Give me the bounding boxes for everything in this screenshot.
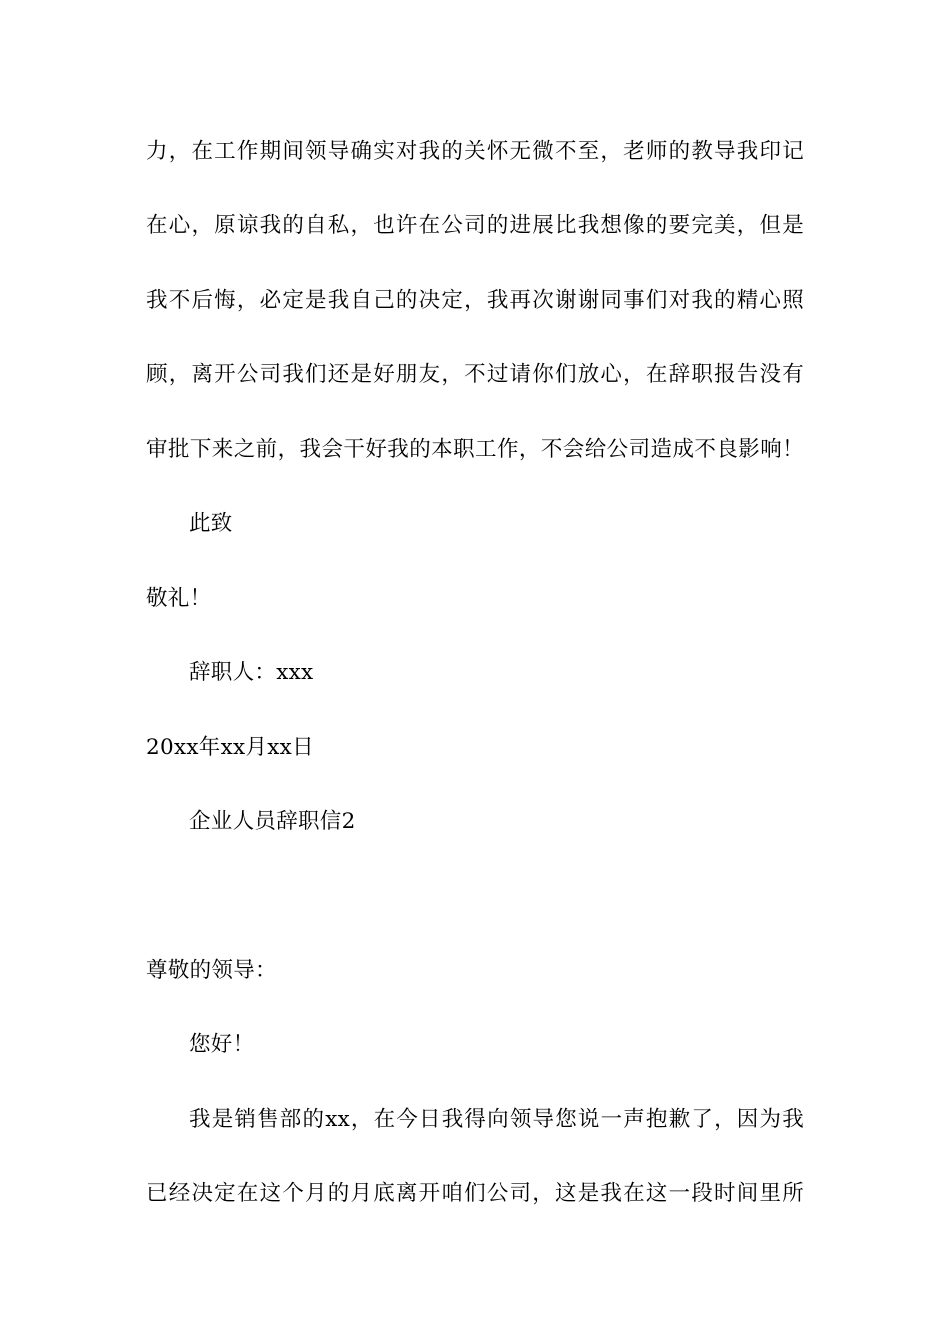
body-text-line: 力，在工作期间领导确实对我的关怀无微不至，老师的教导我印记 [146, 139, 804, 164]
body-text-line: 在心，原谅我的自私，也许在公司的进展比我想像的要完美，但是 [146, 213, 804, 238]
body-text-line: 我是销售部的xx，在今日我得向领导您说一声抱歉了，因为我 [189, 1107, 804, 1132]
body-text-line: 审批下来之前，我会干好我的本职工作，不会给公司造成不良影响！ [146, 437, 804, 462]
hello-text: 您好！ [189, 1032, 255, 1057]
signer-text: 辞职人：xxx [189, 660, 314, 685]
greeting-text: 尊敬的领导： [146, 958, 277, 983]
salute-text: 敬礼！ [146, 586, 212, 611]
body-text-line: 已经决定在这个月的月底离开咱们公司，这是我在这一段时间里所 [146, 1181, 804, 1206]
closing-text: 此致 [189, 511, 233, 536]
body-text-line: 我不后悔，必定是我自己的决定，我再次谢谢同事们对我的精心照 [146, 288, 804, 313]
body-text-line: 顾，离开公司我们还是好朋友，不过请你们放心，在辞职报告没有 [146, 362, 804, 387]
section-title: 企业人员辞职信2 [189, 809, 356, 834]
date-text: 20xx年xx月xx日 [146, 735, 314, 760]
